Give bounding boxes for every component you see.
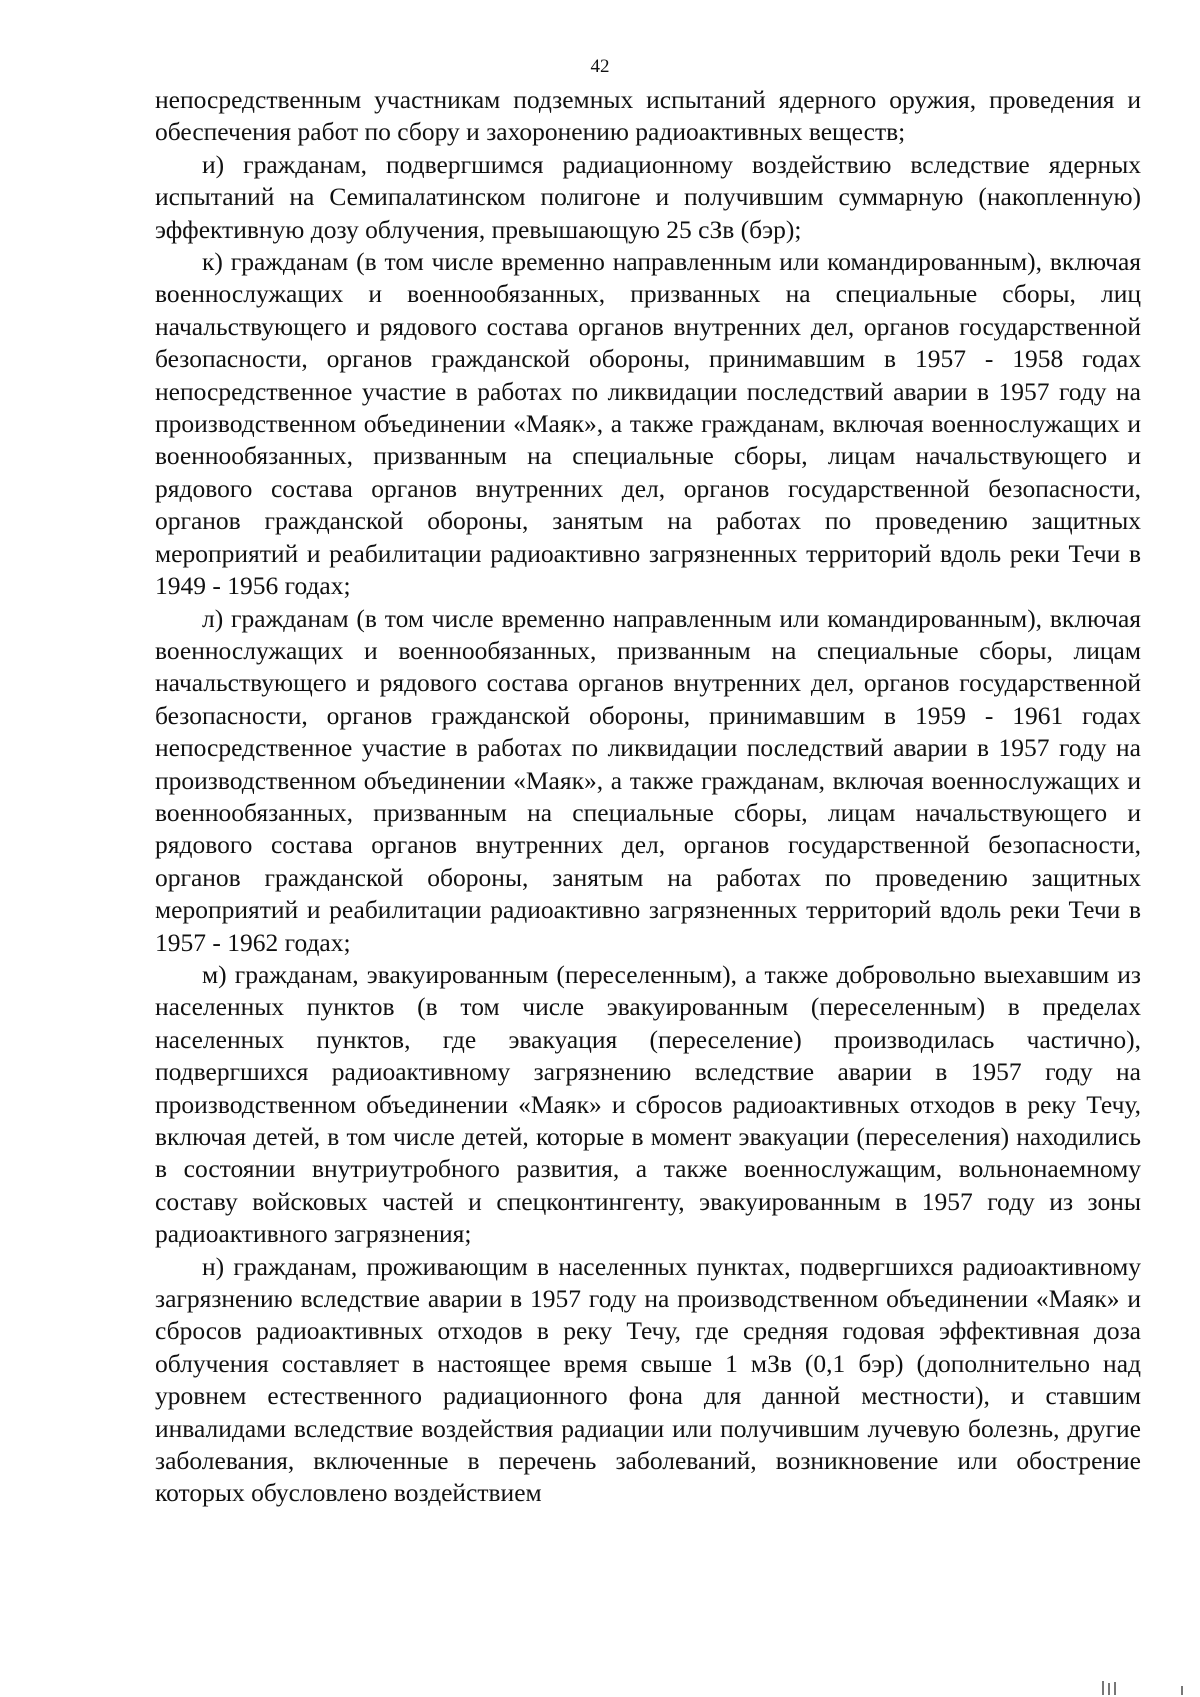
paragraph-item-n: н) гражданам, проживающим в населенных пунктах, подвергшихся радиоактивному загрязнению вследствие аварии в 1957 году на производственном объединении «Маяк» и сбросов радиоактивных отходов в реку Течу, где средняя годовая эффективная доза облучения составляет в настоящее время свыше 1 мЗв (0,1 бэр) (дополнительно над уровнем естественного радиационного фона для данной местности), и ставшим инвалидами вследствие воздействия радиации или получившим лучевую болезнь, другие заболевания, включенные в перечень заболеваний, возникновение или обострение которых обусловлено воздействием — [155, 1251, 1141, 1508]
paragraph-item-l: л) гражданам (в том числе временно направленным или командированным), включая военнослужащих и военнообязанных, призванным на специальные сборы, лицам начальствующего и рядового состава органов внутренних дел, органов государственной безопасности, органов гражданской обороны, принимавшим в 1959 - 1961 годах непосредственное участие в работах по ликвидации последствий аварии в 1957 году на производственном объединении «Маяк», а также гражданам, включая военнослужащих и военнообязанных, призванным на специальные сборы, лицам начальствующего и рядового состава органов внутренних дел, органов государственной безопасности, органов гражданской обороны, занятым на работах по проведению защитных мероприятий и реабилитации радиоактивно загрязненных территорий вдоль реки Течи в 1957 - 1962 годах; — [155, 603, 1141, 957]
paragraph-item-k: к) гражданам (в том числе временно направленным или командированным), включая военнослужащих и военнообязанных, призванных на специальные сборы, лиц начальствующего и рядового состава органов внутренних дел, органов государственной безопасности, органов гражданской обороны, принимавшим в 1957 - 1958 годах непосредственное участие в работах по ликвидации последствий аварии в 1957 году на производственном объединении «Маяк», а также гражданам, включая военнослужащих и военнообязанных, призванным на специальные сборы, лицам начальствующего и рядового состава органов внутренних дел, органов государственной безопасности, органов гражданской обороны, занятым на работах по проведению защитных мероприятий и реабилитации радиоактивно загрязненных территорий вдоль реки Течи в 1949 - 1956 годах; — [155, 247, 1141, 601]
document-body — [155, 84, 1141, 1510]
paragraph-continuation: непосредственным участникам подземных испытаний ядерного оружия, проведения и обеспечения работ по сбору и захоронению радиоактивных веществ; — [155, 85, 1141, 147]
scan-artifact-mark — [1114, 1682, 1116, 1695]
scan-artifact-mark — [1102, 1681, 1104, 1695]
page-number: 42 — [590, 56, 610, 77]
paragraph-item-i: и) гражданам, подвергшимся радиационному воздействию вследствие ядерных испытаний на Семипалатинском полигоне и получившим суммарную (накопленную) эффективную дозу облучения, превышающую 25 сЗв (бэр); — [155, 149, 1141, 244]
scan-artifact-mark — [1108, 1683, 1110, 1695]
paragraph-item-m: м) гражданам, эвакуированным (переселенным), а также добровольно выехавшим из населенных пунктов (в том числе эвакуированным (переселенным) в пределах населенных пунктов, где эвакуация (переселение) производилась частично), подвергшихся радиоактивному загрязнению вследствие аварии в 1957 году на производственном объединении «Маяк» и сбросов радиоактивных отходов в реку Течу, включая детей, в том числе детей, которые в момент эвакуации (переселения) находились в состоянии внутриутробного развития, а также военнослужащим, вольнонаемному составу войсковых частей и спецконтингенту, эвакуированным в 1957 году из зоны радиоактивного загрязнения; — [155, 959, 1141, 1249]
scan-artifact-mark — [1181, 1686, 1183, 1695]
